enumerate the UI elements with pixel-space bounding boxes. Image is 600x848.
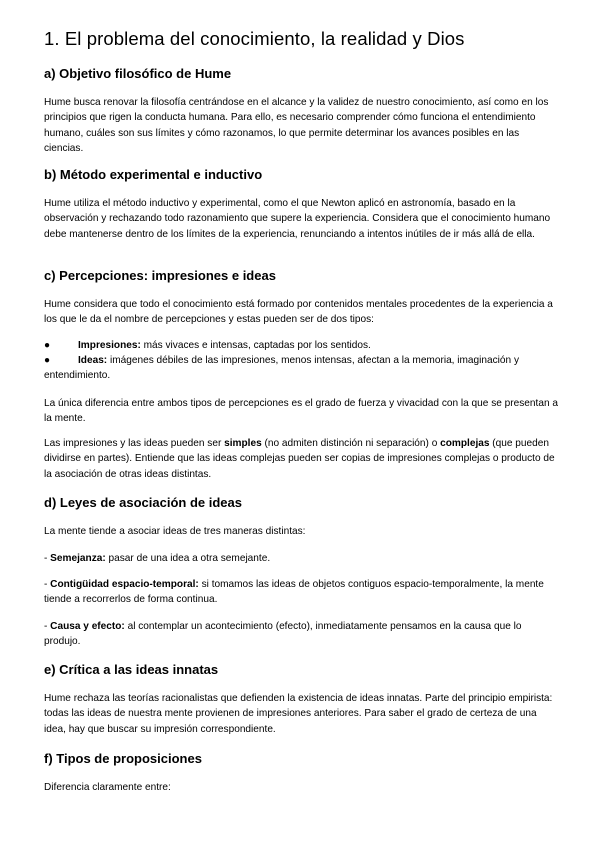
heading-metodo-experimental: b) Método experimental e inductivo <box>44 167 263 182</box>
paragraph-metodo: Hume utiliza el método inductivo y experimental, como el que Newton aplicó en astronomía, basado en la observación y rechazando todo razonamiento que supere la experiencia. Considera que el conocimiento humano debe mantenerse dentro de los límites de la experiencia, renunciando a intentos inútiles de ir más allá de ella. <box>44 198 551 240</box>
bullet-icon: ● <box>44 355 51 366</box>
term-simples: simples <box>224 438 262 449</box>
list-item-ideas <box>44 353 558 384</box>
list-item-semejanza: - Semejanza: pasar de una idea a otra semejante. <box>44 553 271 564</box>
heading-critica-ideas-innatas: e) Crítica a las ideas innatas <box>44 662 219 677</box>
heading-tipos-proposiciones: f) Tipos de proposiciones <box>44 751 202 766</box>
list-item-causa-efecto: - Causa y efecto: al contemplar un acontecimiento (efecto), inmediatamente pensamos en la causa que lo produjo. <box>44 621 522 648</box>
term-complejas: complejas <box>440 438 490 449</box>
page-title: 1. El problema del conocimiento, la realidad y Dios <box>44 28 465 49</box>
heading-leyes-asociacion: d) Leyes de asociación de ideas <box>44 495 242 510</box>
heading-percepciones: c) Percepciones: impresiones e ideas <box>44 268 276 283</box>
bullet-icon: ● <box>44 340 51 351</box>
term-causa-efecto: Causa y efecto: <box>50 621 125 632</box>
paragraph-simples-complejas: Las impresiones y las ideas pueden ser simples (no admiten distinción ni separación) o complejas (que pueden dividirse en partes). Entiende que las ideas complejas pueden ser copias de impresiones complejas o producto de la asociación de otras ideas distintas. <box>44 438 555 480</box>
paragraph-leyes-intro: La mente tiende a asociar ideas de tres maneras distintas: <box>44 526 306 537</box>
paragraph-critica: Hume rechaza las teorías racionalistas que defienden la existencia de ideas innatas. Parte del principio empirista: todas las ideas de nuestra mente provienen de impresiones anteriores. Para saber el grado de certeza de una idea, hay que buscar su impresión correspondiente. <box>44 693 553 735</box>
paragraph-diferencia-percepciones: La única diferencia entre ambos tipos de percepciones es el grado de fuerza y vivacidad con la que se presentan a la mente. <box>44 398 558 425</box>
definition-ideas: imágenes débiles de las impresiones, menos intensas, afectan a la memoria, imaginación y entendimiento. <box>44 355 520 382</box>
paragraph-percepciones-intro: Hume considera que todo el conocimiento está formado por contenidos mentales procedentes de la experiencia a los que le da el nombre de percepciones y estas pueden ser de dos tipos: <box>44 299 553 326</box>
heading-objetivo-filosofico: a) Objetivo filosófico de Hume <box>44 66 232 81</box>
list-item-impresiones <box>44 338 558 353</box>
definition-impresiones: más vivaces e intensas, captadas por los sentidos. <box>140 340 371 351</box>
term-impresiones: Impresiones: <box>78 340 141 351</box>
term-semejanza: Semejanza: <box>50 553 106 564</box>
term-ideas: Ideas: <box>78 355 108 366</box>
list-item-contiguidad: - Contigüidad espacio-temporal: si tomamos las ideas de objetos contiguos espacio-temporalmente, la mente tiende a recorrerlos de forma continua. <box>44 579 544 606</box>
paragraph-objetivo: Hume busca renovar la filosofía centrándose en el alcance y la validez de nuestro conocimiento, así como en los principios que rigen la conducta humana. Para ello, es necesario comprender cómo funciona el entendimiento humano, cuáles son sus límites y cómo razonamos, lo que permite determinar los avances posibles en las ciencias. <box>44 97 549 155</box>
paragraph-tipos-intro: Diferencia claramente entre: <box>44 782 171 793</box>
term-contiguidad: Contigüidad espacio-temporal: <box>50 579 199 590</box>
